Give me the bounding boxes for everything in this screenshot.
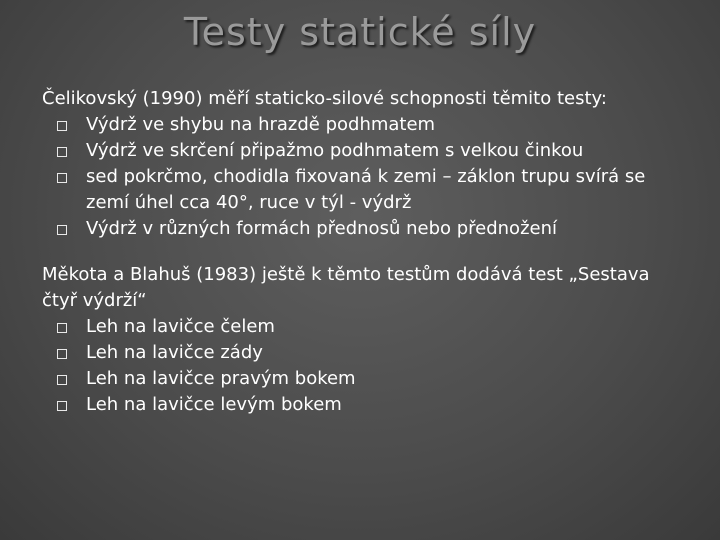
list-item-text: Leh na lavičce levým bokem — [86, 394, 342, 415]
list-item — [42, 314, 682, 340]
square-bullet-icon — [57, 225, 67, 235]
section-spacer — [42, 242, 682, 262]
list-item — [42, 340, 682, 366]
list-item — [42, 392, 682, 418]
square-bullet-icon — [57, 375, 67, 385]
slide-content — [42, 86, 682, 418]
list-item-text: Výdrž v různých formách přednosů nebo přednožení — [86, 218, 558, 239]
list-item — [42, 138, 682, 164]
list-item-text: Výdrž ve shybu na hrazdě podhmatem — [86, 114, 436, 135]
square-bullet-icon — [57, 121, 67, 131]
slide-title: Testy statické síly — [183, 10, 537, 54]
list-item-text: Leh na lavičce pravým bokem — [86, 368, 356, 389]
square-bullet-icon — [57, 147, 67, 157]
list-item — [42, 112, 682, 138]
square-bullet-icon — [57, 323, 67, 333]
square-bullet-icon — [57, 401, 67, 411]
list-item — [42, 164, 682, 216]
section2-intro: Měkota a Blahuš (1983) ještě k těmto testům dodává test „Sestava čtyř výdrží“ — [42, 264, 650, 311]
list-item — [42, 216, 682, 242]
square-bullet-icon — [57, 173, 67, 183]
list-item-text: sed pokrčmo, chodidla fixovaná k zemi – záklon trupu svírá se zemí úhel cca 40°, ruce v týl - výdrž — [86, 166, 646, 213]
section1-intro: Čelikovský (1990) měří staticko-silové schopnosti těmito testy: — [42, 88, 607, 109]
list-item-text: Leh na lavičce čelem — [86, 316, 275, 337]
list-item — [42, 366, 682, 392]
list-item-text: Výdrž ve skrčení připažmo podhmatem s velkou činkou — [86, 140, 584, 161]
section1-list — [42, 112, 682, 242]
section2-list — [42, 314, 682, 418]
list-item-text: Leh na lavičce zády — [86, 342, 263, 363]
square-bullet-icon — [57, 349, 67, 359]
